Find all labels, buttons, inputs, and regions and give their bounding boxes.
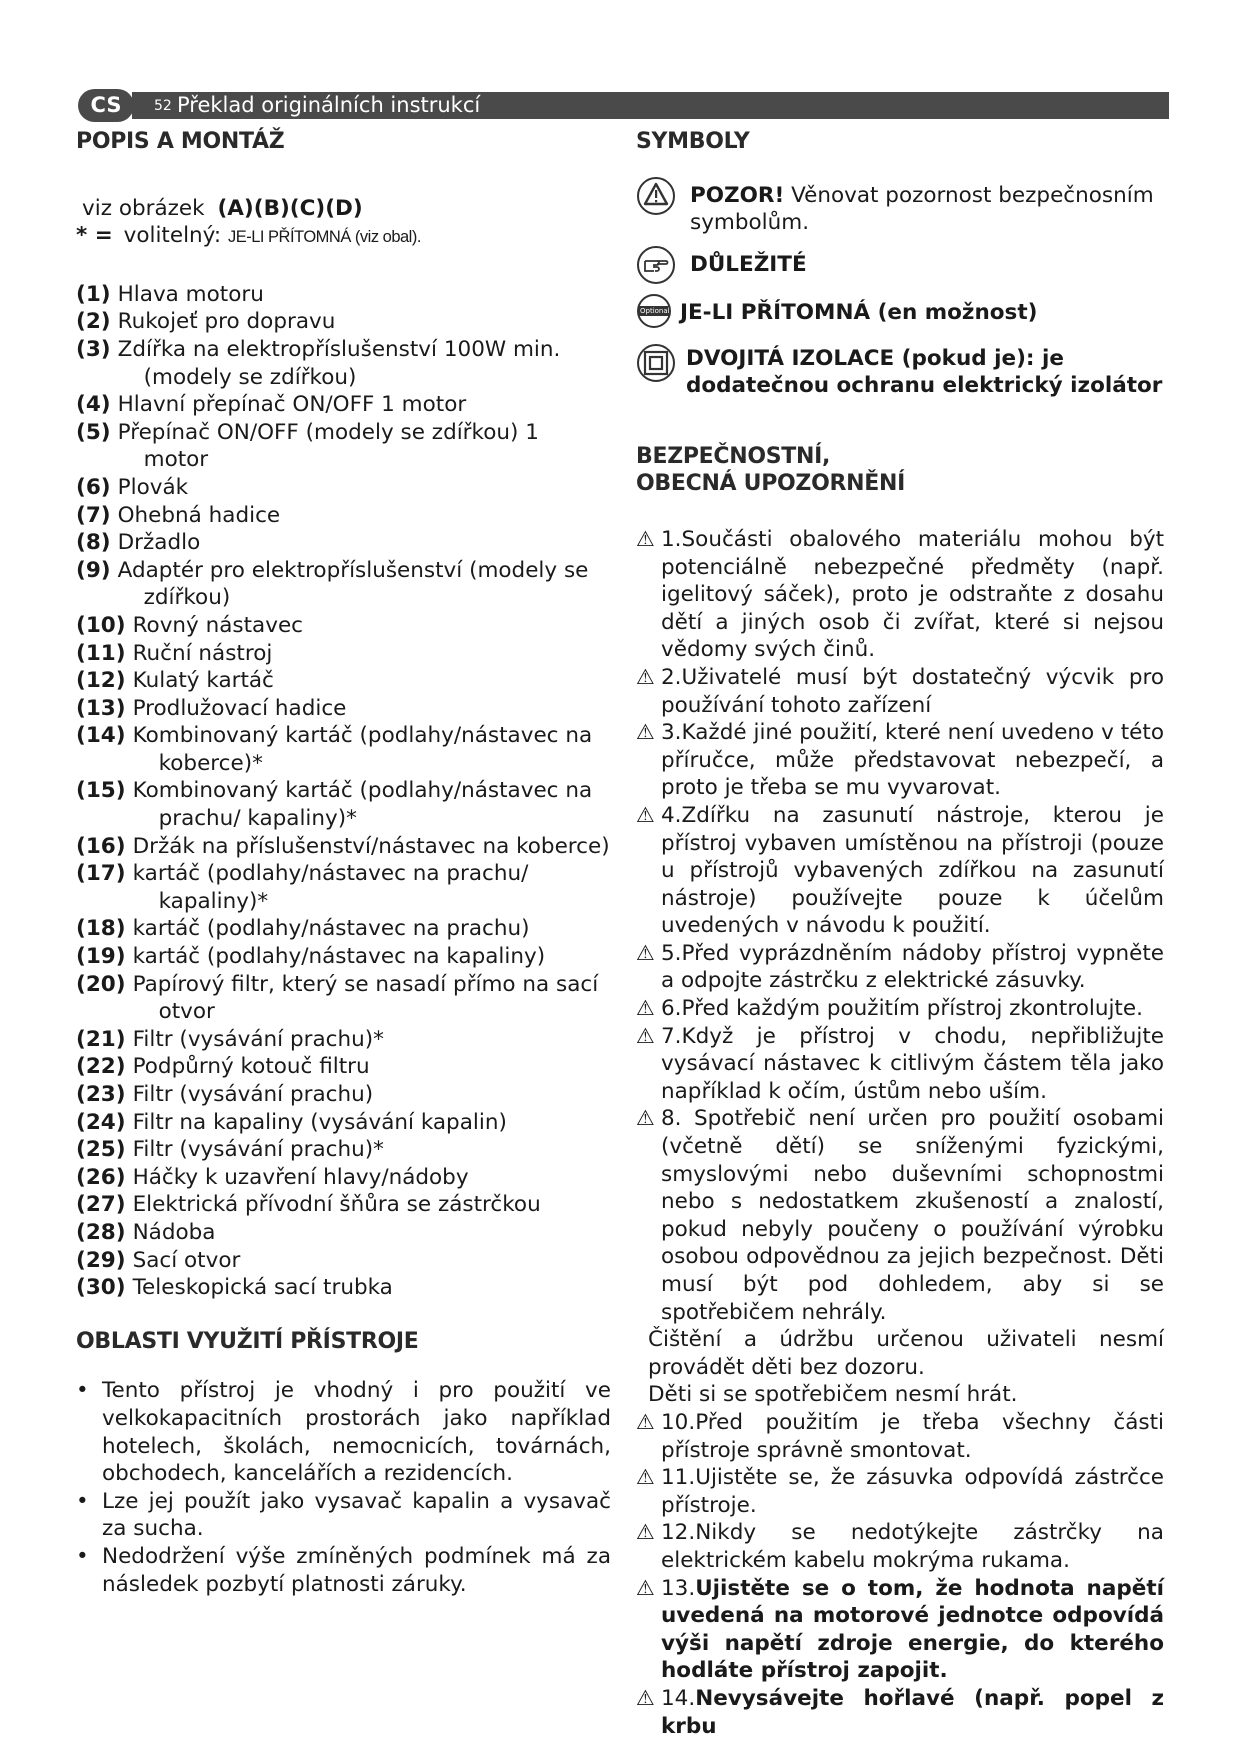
part-number: (9) xyxy=(76,557,111,583)
safety-warning-number: 1. xyxy=(661,526,682,552)
safety-warning-text: Před použitím je třeba všechny části přístroje správně smontovat. xyxy=(661,1409,1164,1463)
part-item xyxy=(76,667,611,695)
warning-triangle-icon: ⚠ xyxy=(636,1685,655,1710)
safety-warning xyxy=(636,1409,1164,1464)
safety-warning-number: 14. xyxy=(661,1685,696,1711)
usage-bullet-text: Tento přístroj je vhodný i pro použití ve velkokapacitních prostorách jako například hotelech, školách, nemocnicích, továrnách, obchodech, kancelářích a rezidencích. xyxy=(102,1378,611,1487)
symbol-bold-important: DŮLEŽITÉ xyxy=(690,251,807,277)
usage-bullet xyxy=(76,1377,611,1487)
double-insulation-icon xyxy=(636,343,676,383)
safety-warning-text: Když je přístroj v chodu, nepřibližujte vysávací nástavec k citlivým částem těla jako například k očím, ústům nebo uším. xyxy=(661,1023,1164,1104)
part-item xyxy=(76,419,611,474)
symbols-heading: SYMBOLY xyxy=(636,129,750,154)
safety-warning-text: Každé jiné použití, které není uvedeno v této příručce, může představovat nebezpečí, a proto je třeba se mu vyvarovat. xyxy=(661,720,1164,801)
part-number: (26) xyxy=(76,1164,126,1190)
part-number: (25) xyxy=(76,1137,126,1163)
part-item xyxy=(76,640,611,668)
pointing-hand-icon xyxy=(636,245,676,285)
part-item xyxy=(76,777,611,832)
part-number: (4) xyxy=(76,392,111,418)
usage-heading: OBLASTI VYUŽITÍ PŘÍSTROJE xyxy=(76,1328,419,1354)
part-text: Háčky k uzavření hlavy/nádoby xyxy=(132,1164,469,1190)
symbol-bold-optional: JE-LI PŘÍTOMNÁ (en možnost) xyxy=(680,299,1038,325)
safety-note xyxy=(636,1381,1164,1409)
safety-warning-number: 13. xyxy=(661,1575,696,1601)
safety-warning xyxy=(636,1519,1164,1574)
part-number: (20) xyxy=(76,971,126,997)
part-number: (28) xyxy=(76,1219,126,1245)
symbol-bold-warning: POZOR! xyxy=(690,182,785,208)
safety-warnings-list xyxy=(636,526,1164,1740)
part-number: (21) xyxy=(76,1026,126,1052)
part-text: Ohebná hadice xyxy=(117,502,281,528)
part-item xyxy=(76,695,611,723)
warning-triangle-icon: ⚠ xyxy=(636,940,655,965)
safety-warning-number: 7. xyxy=(661,1023,682,1049)
part-text-wrap xyxy=(133,833,611,861)
safety-warning-body xyxy=(661,1685,1164,1740)
safety-warning-body xyxy=(661,995,1164,1023)
part-number: (19) xyxy=(76,944,126,970)
see-figure-refs: (A)(B)(C)(D) xyxy=(217,195,363,221)
part-text-wrap xyxy=(133,915,611,943)
warning-triangle-icon: ⚠ xyxy=(636,1409,655,1434)
safety-warning-body xyxy=(661,664,1164,719)
part-number: (3) xyxy=(76,336,111,362)
part-item xyxy=(76,915,611,943)
symbol-row-optional xyxy=(636,293,1164,333)
safety-warning-body xyxy=(661,1409,1164,1464)
part-item xyxy=(76,1274,611,1302)
part-text-wrap xyxy=(133,1026,611,1054)
safety-warning-text: Uživatelé musí být dostatečný výcvik pro používání tohoto zařízení xyxy=(661,664,1164,718)
part-text: Prodlužovací hadice xyxy=(132,695,347,721)
warning-triangle-icon: ⚠ xyxy=(636,720,655,745)
part-text: Hlavní přepínač ON/OFF 1 motor xyxy=(117,392,467,418)
part-item xyxy=(76,612,611,640)
part-item xyxy=(76,474,611,502)
left-column xyxy=(76,128,611,1598)
part-text: Rukojeť pro dopravu xyxy=(117,309,336,335)
symbol-row-warning xyxy=(636,176,1164,237)
safety-warning-body xyxy=(661,940,1164,995)
part-number: (12) xyxy=(76,668,126,694)
part-text: Přepínač ON/OFF (modely se zdířkou) 1 xyxy=(117,419,539,445)
part-text-wrap xyxy=(133,1164,611,1192)
warning-triangle-icon: ⚠ xyxy=(636,996,655,1021)
part-item xyxy=(76,336,611,391)
part-text-wrap xyxy=(133,943,611,971)
safety-warning-text: Ujistěte se, že zásuvka odpovídá zástrčce přístroje. xyxy=(661,1465,1164,1518)
part-text: Filtr (vysávání prachu) xyxy=(132,1082,374,1107)
part-text: Držák na příslušenství/nástavec na koberce) xyxy=(132,833,610,859)
safety-warning-number: 8. xyxy=(661,1106,682,1132)
part-text-wrap xyxy=(133,1219,611,1247)
safety-warning-text: Nevysávejte hořlavé (např. popel z krbu xyxy=(661,1685,1164,1739)
part-number: (7) xyxy=(76,502,111,528)
safety-warning xyxy=(636,995,1164,1023)
safety-warning-text: Před každým použitím přístroj zkontrolujte. xyxy=(681,996,1143,1022)
part-item xyxy=(76,833,611,861)
part-item xyxy=(76,1026,611,1054)
part-number: (6) xyxy=(76,474,111,500)
part-text: kartáč (podlahy/nástavec na prachu/ xyxy=(132,861,529,887)
safety-warning-number: 5. xyxy=(661,940,682,966)
safety-warning-text: Nikdy se nedotýkejte zástrčky na elektrickém kabelu mokrýma rukama. xyxy=(661,1520,1164,1573)
part-item xyxy=(76,308,611,336)
part-number: (30) xyxy=(76,1275,126,1301)
part-text-wrap xyxy=(118,557,611,612)
part-item xyxy=(76,281,611,309)
part-text: Ruční nástroj xyxy=(132,640,273,666)
part-text-wrap xyxy=(133,640,611,668)
part-text-wrap xyxy=(133,1136,611,1164)
part-text: Kombinovaný kartáč (podlahy/nástavec na xyxy=(132,723,593,749)
part-text: Teleskopická sací trubka xyxy=(132,1275,393,1301)
part-number: (16) xyxy=(76,833,126,859)
optional-symbol: * = xyxy=(76,223,113,249)
safety-note xyxy=(636,1326,1164,1381)
part-text-wrap xyxy=(118,391,611,419)
page-number: 52 xyxy=(154,98,172,114)
part-item xyxy=(76,1219,611,1247)
warning-triangle-icon: ⚠ xyxy=(636,1106,655,1131)
safety-warning xyxy=(636,802,1164,940)
part-number: (29) xyxy=(76,1247,126,1273)
part-number: (23) xyxy=(76,1082,126,1107)
warning-triangle-icon: ⚠ xyxy=(636,802,655,827)
part-text-wrap xyxy=(133,1109,611,1137)
safety-warning xyxy=(636,664,1164,719)
usage-bullets xyxy=(76,1377,611,1598)
part-number: (10) xyxy=(76,612,126,638)
warning-triangle-icon: ⚠ xyxy=(636,526,655,551)
part-number: (5) xyxy=(76,419,111,445)
part-text: Sací otvor xyxy=(132,1247,241,1273)
safety-warning xyxy=(636,1575,1164,1685)
part-item xyxy=(76,860,611,915)
part-item xyxy=(76,943,611,971)
symbol-text-double-insulation: DVOJITÁ IZOLACE (pokud je): je dodatečnou ochranu elektrický izolátor xyxy=(686,345,1163,398)
part-item xyxy=(76,1164,611,1192)
part-text-wrap xyxy=(133,667,611,695)
part-number: (13) xyxy=(76,695,126,721)
part-text: Podpůrný kotouč filtru xyxy=(132,1054,370,1080)
safety-warning-text: Před vyprázdněním nádoby přístroj vypněte a odpojte zástrčku z elektrické zásuvky. xyxy=(661,940,1164,994)
part-item xyxy=(76,391,611,419)
part-item xyxy=(76,557,611,612)
safety-heading-line2: OBECNÁ UPOZORNĚNÍ xyxy=(636,471,905,497)
header-bar xyxy=(132,92,1169,119)
safety-warning-number: 6. xyxy=(661,996,682,1022)
part-text: Adaptér pro elektropříslušenství (modely se xyxy=(117,557,589,583)
see-figure-line xyxy=(76,195,611,223)
safety-warning-body xyxy=(661,1105,1164,1326)
safety-warning-body xyxy=(661,1519,1164,1574)
safety-note-text: Čištění a údržbu určenou uživateli nesmí provádět děti bez dozoru. xyxy=(648,1327,1164,1380)
part-text-wrap xyxy=(133,1247,611,1275)
part-text-wrap xyxy=(133,1081,611,1109)
safety-warning-text: Zdířku na zasunutí nástroje, kterou je přístroj vybaven umístěnou na přístroji (pouze u přístrojů vybavených zdířkou na zasunutí nástroje) používejte pouze k účelům uvedených v návodu k použití. xyxy=(661,802,1164,939)
part-text: Filtr na kapaliny (vysávání kapalin) xyxy=(132,1109,507,1135)
part-text-continued: motor xyxy=(143,447,209,473)
part-text-wrap xyxy=(133,860,611,915)
part-number: (27) xyxy=(76,1192,126,1218)
part-text-continued: prachu/ kapaliny)* xyxy=(158,806,357,832)
part-text-wrap xyxy=(118,419,611,474)
part-text: kartáč (podlahy/nástavec na prachu) xyxy=(132,916,530,942)
warning-triangle-icon: ⚠ xyxy=(636,1465,655,1490)
safety-warning-text: Součásti obalového materiálu mohou být potenciálně nebezpečné předměty (např. igelitový sáček), proto je odstraňte z dosahu dětí a jiných osob či zvířat, které si nejsou vědomy svých činů. xyxy=(661,526,1164,663)
bullet-dot: • xyxy=(76,1378,89,1404)
safety-warning-body xyxy=(661,1023,1164,1106)
parts-list xyxy=(76,281,611,1302)
part-item xyxy=(76,971,611,1026)
bullet-dot: • xyxy=(76,1543,89,1569)
part-item xyxy=(76,722,611,777)
part-text-continued: koberce)* xyxy=(158,750,263,776)
safety-warning xyxy=(636,1023,1164,1106)
part-text-continued: otvor xyxy=(158,999,215,1025)
part-text: Kulatý kartáč xyxy=(132,668,274,694)
part-text: kartáč (podlahy/nástavec na kapaliny) xyxy=(132,944,546,970)
safety-note-text: Děti si se spotřebičem nesmí hrát. xyxy=(648,1382,1018,1408)
part-text-wrap xyxy=(118,336,611,391)
part-item xyxy=(76,1109,611,1137)
part-text-wrap xyxy=(133,612,611,640)
part-text: Držadlo xyxy=(117,530,201,556)
safety-warning xyxy=(636,1685,1164,1740)
safety-warning xyxy=(636,1464,1164,1519)
usage-bullet-text: Nedodržení výše zmíněných podmínek má za následek pozbytí platnosti záruky. xyxy=(102,1543,611,1597)
usage-bullet xyxy=(76,1543,611,1598)
description-heading: POPIS A MONTÁŽ xyxy=(76,129,285,154)
symbol-desc-warning: Věnovat pozornost bezpečnosním symbolům. xyxy=(690,182,1154,236)
part-text: Filtr (vysávání prachu)* xyxy=(132,1137,384,1163)
usage-bullet-text: Lze jej použít jako vysavač kapalin a vysavač za sucha. xyxy=(102,1488,611,1542)
bullet-dot: • xyxy=(76,1488,89,1514)
part-text-wrap xyxy=(118,474,611,502)
part-text-wrap xyxy=(118,308,611,336)
part-number: (2) xyxy=(76,309,111,335)
safety-warning xyxy=(636,1105,1164,1326)
safety-warning-number: 4. xyxy=(661,802,682,828)
part-text-wrap xyxy=(118,502,611,530)
part-text: Plovák xyxy=(117,474,189,500)
part-number: (1) xyxy=(76,281,111,307)
part-item xyxy=(76,529,611,557)
part-text-continued: zdířkou) xyxy=(143,585,231,611)
language-badge: CS xyxy=(78,89,134,122)
safety-warning-number: 11. xyxy=(661,1465,696,1491)
part-text-wrap xyxy=(133,1053,611,1081)
optional-note: JE-LI PŘÍTOMNÁ (viz obal). xyxy=(227,228,421,247)
symbol-text-optional xyxy=(680,293,1164,327)
part-text: Elektrická přívodní šňůra se zástrčkou xyxy=(132,1192,541,1218)
part-text-continued: kapaliny)* xyxy=(158,888,269,914)
optional-line xyxy=(76,222,611,252)
part-item xyxy=(76,502,611,530)
part-text-wrap xyxy=(118,529,611,557)
warning-triangle-icon: ⚠ xyxy=(636,1520,655,1545)
part-number: (24) xyxy=(76,1109,126,1135)
part-text: Zdířka na elektropříslušenství 100W min. xyxy=(117,336,561,362)
part-number: (22) xyxy=(76,1054,126,1080)
safety-warning xyxy=(636,940,1164,995)
symbol-text-important xyxy=(690,245,1164,279)
safety-warning-text: Spotřebič není určen pro použití osobami (včetně dětí) se sníženými fyzickými, smyslovými nebo duševními schopnostmi nebo s nedostatkem zkušeností a znalostí, pokud nebyly poučeny o používání výrobku osobou odpovědnou za jejich bezpečnost. Děti musí být pod dohledem, aby si se spotřebičem nehrály. xyxy=(661,1106,1164,1325)
optional-icon xyxy=(636,293,672,333)
part-text-wrap xyxy=(133,1191,611,1219)
part-text-continued: (modely se zdířkou) xyxy=(143,364,357,390)
part-item xyxy=(76,1136,611,1164)
part-item xyxy=(76,1053,611,1081)
usage-bullet xyxy=(76,1488,611,1543)
optional-label: volitelný: xyxy=(123,223,222,249)
part-text: Filtr (vysávání prachu)* xyxy=(132,1026,384,1052)
part-item xyxy=(76,1081,611,1109)
symbol-text-warning xyxy=(690,176,1164,237)
part-text: Rovný nástavec xyxy=(132,612,303,638)
part-item xyxy=(76,1247,611,1275)
part-text-wrap xyxy=(133,971,611,1026)
symbol-row-important xyxy=(636,245,1164,285)
part-number: (15) xyxy=(76,778,126,804)
symbol-row-double-insulation xyxy=(636,343,1164,399)
see-figure-prefix: viz obrázek xyxy=(82,195,205,221)
safety-warning-number: 12. xyxy=(661,1520,696,1546)
header-title: Překlad originálních instrukcí xyxy=(177,93,481,117)
part-number: (17) xyxy=(76,861,126,887)
safety-warning-body xyxy=(661,526,1164,664)
part-text-wrap xyxy=(133,722,611,777)
part-item xyxy=(76,1191,611,1219)
part-text: Kombinovaný kartáč (podlahy/nástavec na xyxy=(132,778,593,804)
warning-triangle-icon: ⚠ xyxy=(636,1023,655,1048)
safety-warning-text: Ujistěte se o tom, že hodnota napětí uvedená na motorové jednotce odpovídá výši napětí zdroje energie, do kterého hodláte přístroj zapojit. xyxy=(661,1575,1164,1684)
warning-triangle-icon: ⚠ xyxy=(636,664,655,689)
warning-triangle-icon xyxy=(636,176,676,216)
right-column xyxy=(636,128,1164,1740)
part-text-wrap xyxy=(133,695,611,723)
part-number: (8) xyxy=(76,530,111,556)
safety-warning-number: 10. xyxy=(661,1409,696,1435)
part-text-wrap xyxy=(133,777,611,832)
safety-warning-body xyxy=(661,1575,1164,1685)
part-number: (14) xyxy=(76,723,126,749)
part-text: Nádoba xyxy=(132,1219,216,1245)
part-number: (11) xyxy=(76,640,126,666)
warning-triangle-icon: ⚠ xyxy=(636,1575,655,1600)
part-number: (18) xyxy=(76,916,126,942)
part-text: Hlava motoru xyxy=(117,281,264,307)
optional-icon-label: Optional xyxy=(640,306,670,315)
part-text: Papírový filtr, který se nasadí přímo na sací xyxy=(132,971,599,997)
part-text-wrap xyxy=(118,281,611,309)
safety-warning xyxy=(636,526,1164,664)
safety-warning-body xyxy=(661,719,1164,802)
safety-warning-number: 2. xyxy=(661,664,682,690)
safety-heading-line1: BEZPEČNOSTNÍ, xyxy=(636,443,831,469)
safety-warning-body xyxy=(661,802,1164,940)
safety-warning-body xyxy=(661,1464,1164,1519)
safety-warning xyxy=(636,719,1164,802)
part-text-wrap xyxy=(133,1274,611,1302)
safety-warning-number: 3. xyxy=(661,720,682,746)
